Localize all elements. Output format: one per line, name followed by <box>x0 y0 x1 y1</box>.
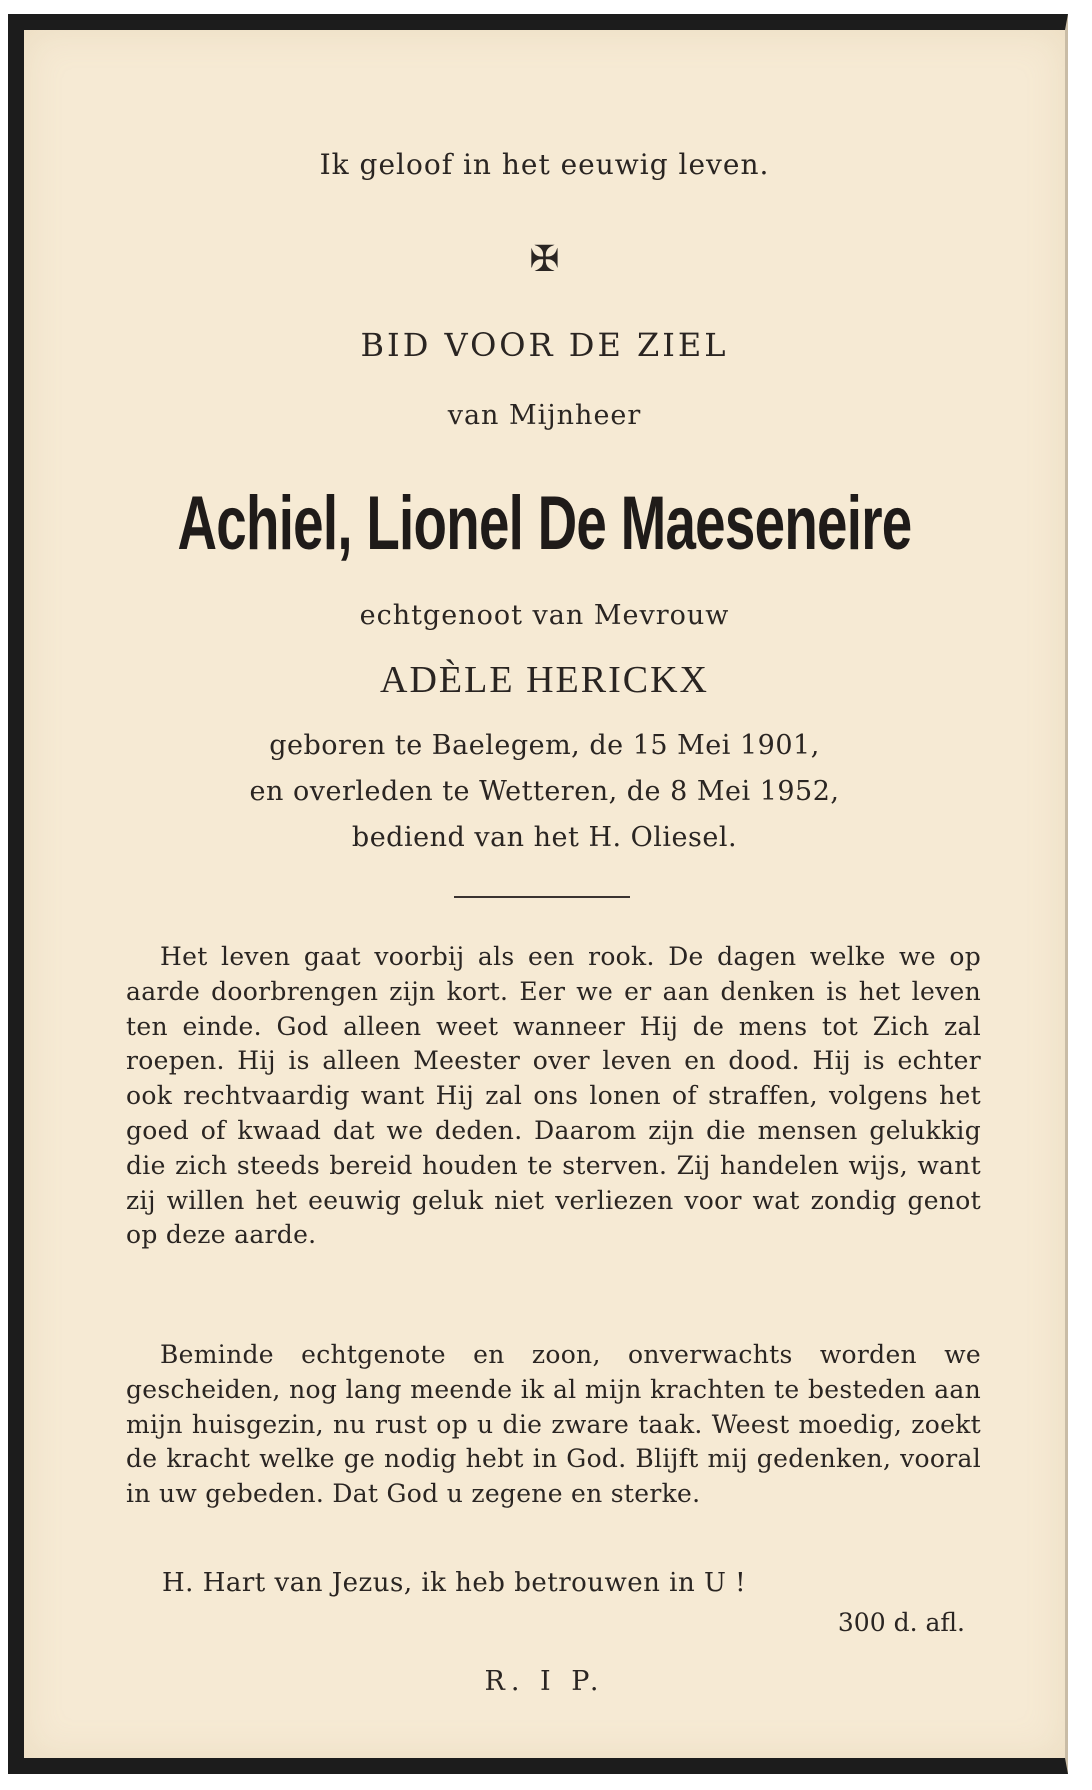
cross-icon: ✠ <box>529 239 560 280</box>
spouse-name: ADÈLE HERICKX <box>380 659 709 701</box>
paragraph-reflection-text: Het leven gaat voorbij als een rook. De dagen welke we op aarde doorbrengen zijn kort. Eer we er aan denken is het leven ten einde. God alleen weet wanneer Hij de mens tot Zich zal roepen. Hij is alleen Meester over leven en dood. Hij is echter ook rechtvaardig want Hij zal ons lonen of straffen, volgens het goed of kwaad dat we deden. Daarom zijn die mensen gelukkig die zich steeds bereid houden te sterven. Zij handelen wijs, want zij willen het eeuwig geluk niet verliezen voor wat zondig genot op deze aarde. <box>126 942 981 1250</box>
memorial-card <box>8 14 1068 1774</box>
last-rites: bediend van het H. Oliesel. <box>351 822 738 853</box>
deceased-name: Achiel, Lionel De Maeseneire <box>177 481 912 566</box>
closing-prayer: H. Hart van Jezus, ik heb betrouwen in U ! <box>162 1568 747 1598</box>
spouse-relation: echtgenoot van Mevrouw <box>359 600 730 631</box>
divider <box>454 896 630 898</box>
rip-text: R. I P. <box>484 1666 605 1697</box>
birth-details: geboren te Baelegem, de 15 Mei 1901, <box>269 730 820 761</box>
prayer-heading: BID VOOR DE ZIEL <box>360 326 729 364</box>
paragraph-reflection <box>126 940 981 1253</box>
death-details: en overleden te Wetteren, de 8 Mei 1952, <box>249 776 840 807</box>
paragraph-farewell-text: Beminde echtgenote en zoon, onverwachts worden we gescheiden, nog lang meende ik al mijn krachten te besteden aan mijn huisgezin, nu rust op u die zware taak. Weest moedig, zoekt de kracht welke ge nodig hebt in God. Blijft mij gedenken, vooral in uw gebeden. Dat God u zegene en sterke. <box>126 1340 981 1509</box>
indulgence-note: 300 d. afl. <box>837 1608 965 1637</box>
card-content <box>24 30 1065 1758</box>
motto-text: Ik geloof in het eeuwig leven. <box>319 148 770 181</box>
paragraph-farewell <box>126 1338 981 1512</box>
honorific-text: van Mijnheer <box>447 400 642 431</box>
